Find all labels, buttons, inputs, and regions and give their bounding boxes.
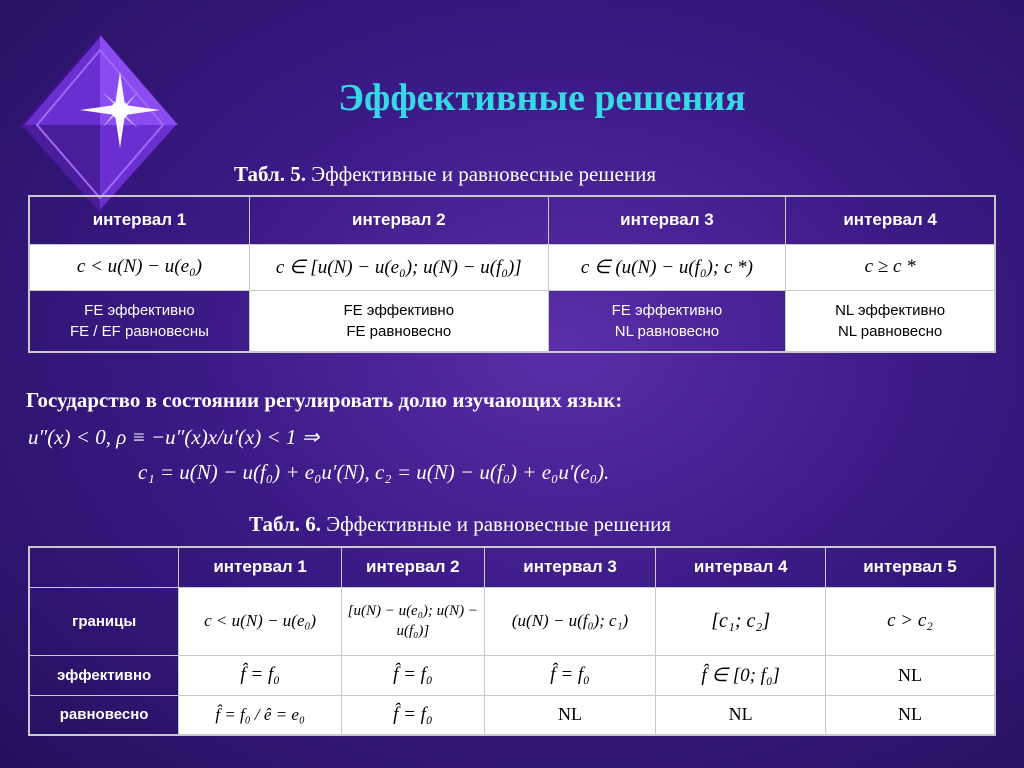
table6-efficient-4: f̂ ∈ [0; f₀] [656,655,826,695]
table5-caption [234,162,656,187]
table6-header-1: интервал 1 [179,547,342,587]
table5-header-4: интервал 4 [786,196,995,244]
table5-header-2: интервал 2 [249,196,548,244]
table5-result-1 [29,290,249,352]
table6-efficient-3: f̂ = f₀ [484,655,656,695]
state-regulation-text: Государство в состоянии регулировать долю изучающих язык: [26,388,623,412]
table6-efficient-1: f̂ = f₀ [179,655,342,695]
table6-equilibrium-5: NL [825,695,995,735]
table6-caption [249,512,671,537]
table6-header-2: интервал 2 [341,547,484,587]
table6-bounds-4: [c₁; c₂] [656,587,826,655]
table5-result-2-line2: FE равновесно [346,322,452,340]
table6-label-bounds: границы [29,587,179,655]
table5-header-1: интервал 1 [29,196,249,244]
table5-condition-row [29,244,995,290]
formula-bounds: c₁ = u(N) − u(f₀) + e₀u′(N), c₂ = u(N) − u(f₀) + e₀u′(e₀). [138,460,610,484]
table6-efficient-5: NL [825,655,995,695]
table5 [28,195,996,353]
table5-header-3: интервал 3 [548,196,786,244]
table6-bounds-3: (u(N) − u(f₀); c₁) [484,587,656,655]
table6-label-equilibrium: равновесно [29,695,179,735]
table5-result-3 [548,290,786,352]
table5-result-2-line1: FE эффективно [343,301,455,319]
table6-header-5: интервал 5 [825,547,995,587]
formula-condition: u″(x) < 0, ρ ≡ −u″(x)x/u′(x) < 1 ⇒ [28,425,320,449]
table5-condition-3: c ∈ (u(N) − u(f₀); c *) [548,244,786,290]
table6-header-3: интервал 3 [484,547,656,587]
table6-header-blank [29,547,179,587]
table5-result-1-line1: FE эффективно [84,301,195,319]
table6-equilibrium-4: NL [656,695,826,735]
table6-equilibrium-3: NL [484,695,656,735]
table6-efficient-row [29,655,995,695]
table6-label-efficient: эффективно [29,655,179,695]
page-title: Эффективные решения [338,77,746,119]
table6-header-4: интервал 4 [656,547,826,587]
table6-bounds-2: [u(N) − u(e₀); u(N) − u(f₀)] [341,587,484,655]
table5-condition-4: c ≥ c * [786,244,995,290]
table6-bounds-5: c > c₂ [825,587,995,655]
table6-caption-number: Табл. 6. [249,512,321,536]
table6-equilibrium-2: f̂ = f₀ [341,695,484,735]
table5-result-4-line1: NL эффективно [835,301,946,319]
diamond-star-logo [20,30,190,220]
table6-bounds-row [29,587,995,655]
table5-result-row [29,290,995,352]
table5-result-4-line2: NL равновесно [837,322,943,340]
table6-bounds-1: c < u(N) − u(e₀) [179,587,342,655]
table5-result-4 [786,290,995,352]
table5-result-2 [249,290,548,352]
table5-result-3-line1: FE эффективно [611,301,723,319]
table5-result-3-line2: NL равновесно [614,322,720,340]
table5-caption-text: Эффективные и равновесные решения [311,162,656,186]
table5-header-row [29,196,995,244]
table6-efficient-2: f̂ = f₀ [341,655,484,695]
table5-condition-2: c ∈ [u(N) − u(e₀); u(N) − u(f₀)] [249,244,548,290]
table5-result-1-line2: FE / EF равновесны [69,322,209,340]
table6-equilibrium-1: f̂ = f₀ / ê = e₀ [179,695,342,735]
table6-header-row [29,547,995,587]
table5-caption-number: Табл. 5. [234,162,306,186]
table5-condition-1: c < u(N) − u(e₀) [29,244,249,290]
table6-equilibrium-row [29,695,995,735]
table6-caption-text: Эффективные и равновесные решения [326,512,671,536]
table6 [28,546,996,736]
